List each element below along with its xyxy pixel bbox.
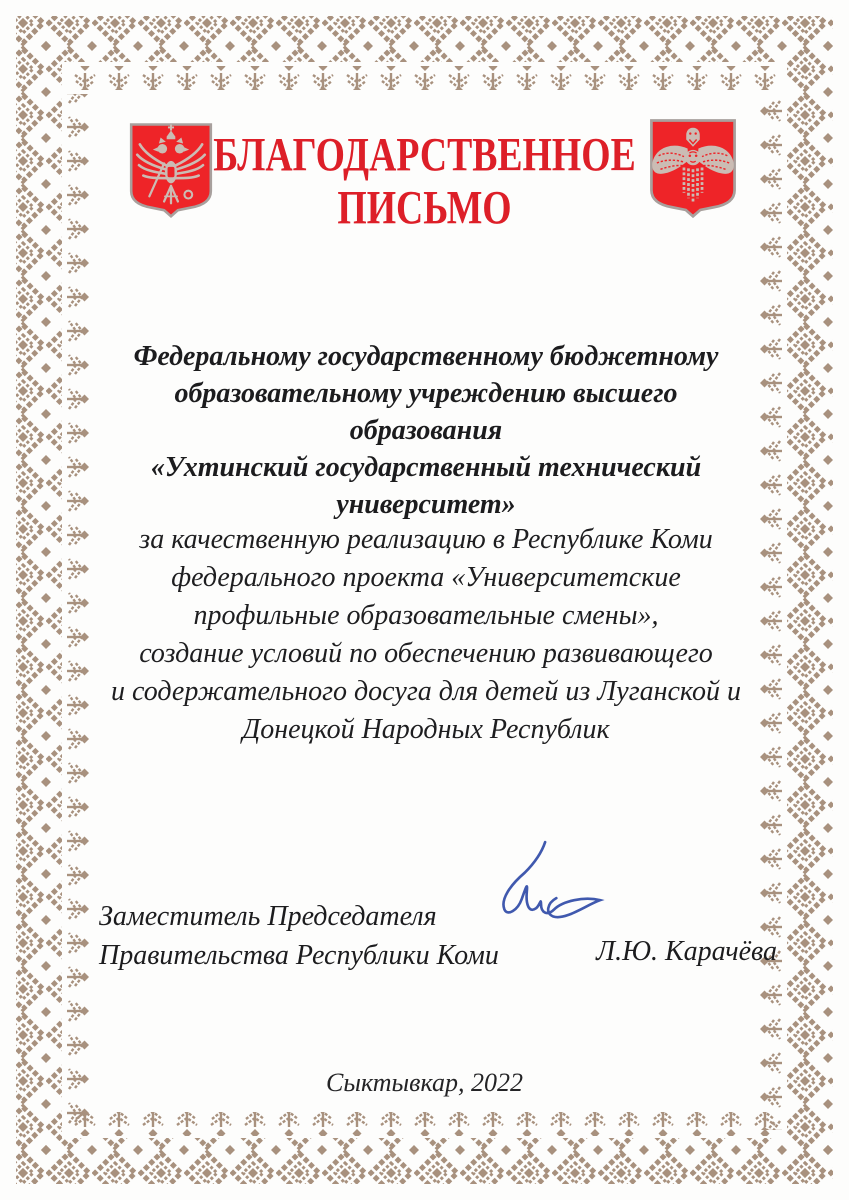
signer-position-line: Заместитель Председателя: [99, 901, 437, 932]
document-title: [76, 128, 772, 234]
body-line: федерального проекта «Университетские: [171, 562, 681, 593]
body-text: [102, 521, 750, 749]
recipient-line: «Ухтинский государственный технический: [150, 452, 702, 483]
place-and-year: Сыктывкар, 2022: [326, 1068, 523, 1097]
body-line: создание условий по обеспечению развивающего: [139, 638, 713, 669]
title-line-2: ПИСЬМО: [337, 181, 512, 235]
title-line-1: БЛАГОДАРСТВЕННОЕ: [213, 128, 636, 182]
recipient-line: университет»: [336, 489, 516, 520]
body-line: Донецкой Народных Республик: [242, 714, 610, 745]
recipient-block: [102, 338, 750, 523]
signer-name: Л.Ю. Карачёва: [596, 936, 777, 967]
body-line: за качественную реализацию в Республике Коми: [139, 524, 713, 555]
signer-position-line: Правительства Республики Коми: [99, 940, 499, 971]
signature-scribble: [455, 834, 623, 946]
body-line: профильные образовательные смены»,: [193, 600, 659, 631]
recipient-line: Федеральному государственному бюджетному: [133, 341, 719, 372]
signer-position: [99, 897, 499, 975]
recipient-line: образовательному учреждению высшего образования: [174, 378, 678, 446]
body-line: и содержательного досуга для детей из Луганской и: [111, 676, 741, 707]
